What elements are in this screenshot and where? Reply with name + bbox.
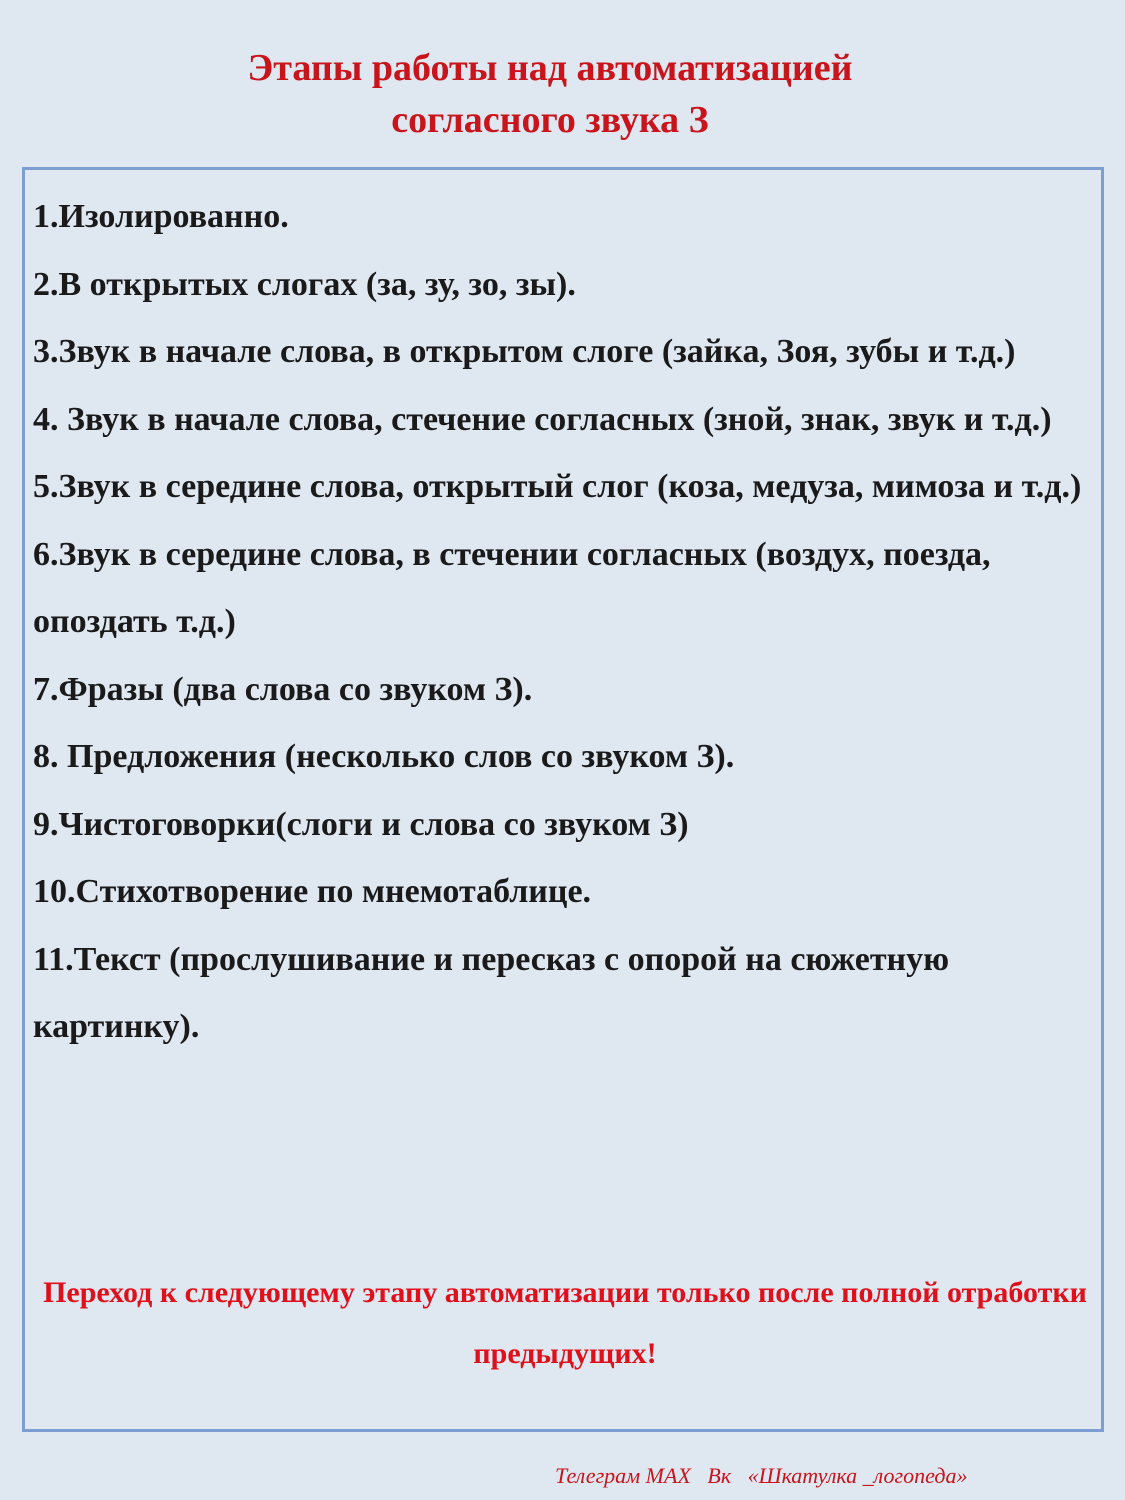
- warning-note: Переход к следующему этапу автоматизации только после полной отработки предыдущих!: [43, 1276, 1087, 1370]
- step-item-4: 4. Звук в начале слова, стечение согласных (зной, знак, звук и т.д.): [33, 400, 1052, 438]
- footer-credits: Телеграм МАХ Вк «Шкатулка _логопеда»: [555, 1463, 968, 1488]
- step-item-7: 7.Фразы (два слова со звуком З).: [33, 670, 533, 708]
- step-item-9: 9.Чистоговорки(слоги и слова со звуком З): [33, 805, 689, 843]
- title-line-1: Этапы работы над автоматизацией: [247, 47, 853, 89]
- page-title: [0, 42, 1100, 146]
- step-item-11: 11.Текст (прослушивание и пересказ с опорой на сюжетную картинку).: [33, 940, 950, 1045]
- step-item-5: 5.Звук в середине слова, открытый слог (коза, медуза, мимоза и т.д.): [33, 468, 1082, 505]
- steps-list: [33, 183, 1098, 1061]
- step-item-3: 3.Звук в начале слова, в открытом слоге (зайка, Зоя, зубы и т.д.): [33, 333, 1016, 370]
- step-item-10: 10.Стихотворение по мнемотаблице.: [33, 873, 592, 910]
- step-item-1: 1.Изолированно.: [33, 198, 289, 235]
- step-item-2: 2.В открытых слогах (за, зу, зо, зы).: [33, 265, 576, 303]
- step-item-6: 6.Звук в середине слова, в стечении согласных (воздух, поезда, опоздать т.д.): [33, 535, 991, 640]
- title-line-2: согласного звука З: [391, 99, 709, 141]
- step-item-8: 8. Предложения (несколько слов со звуком З).: [33, 738, 735, 775]
